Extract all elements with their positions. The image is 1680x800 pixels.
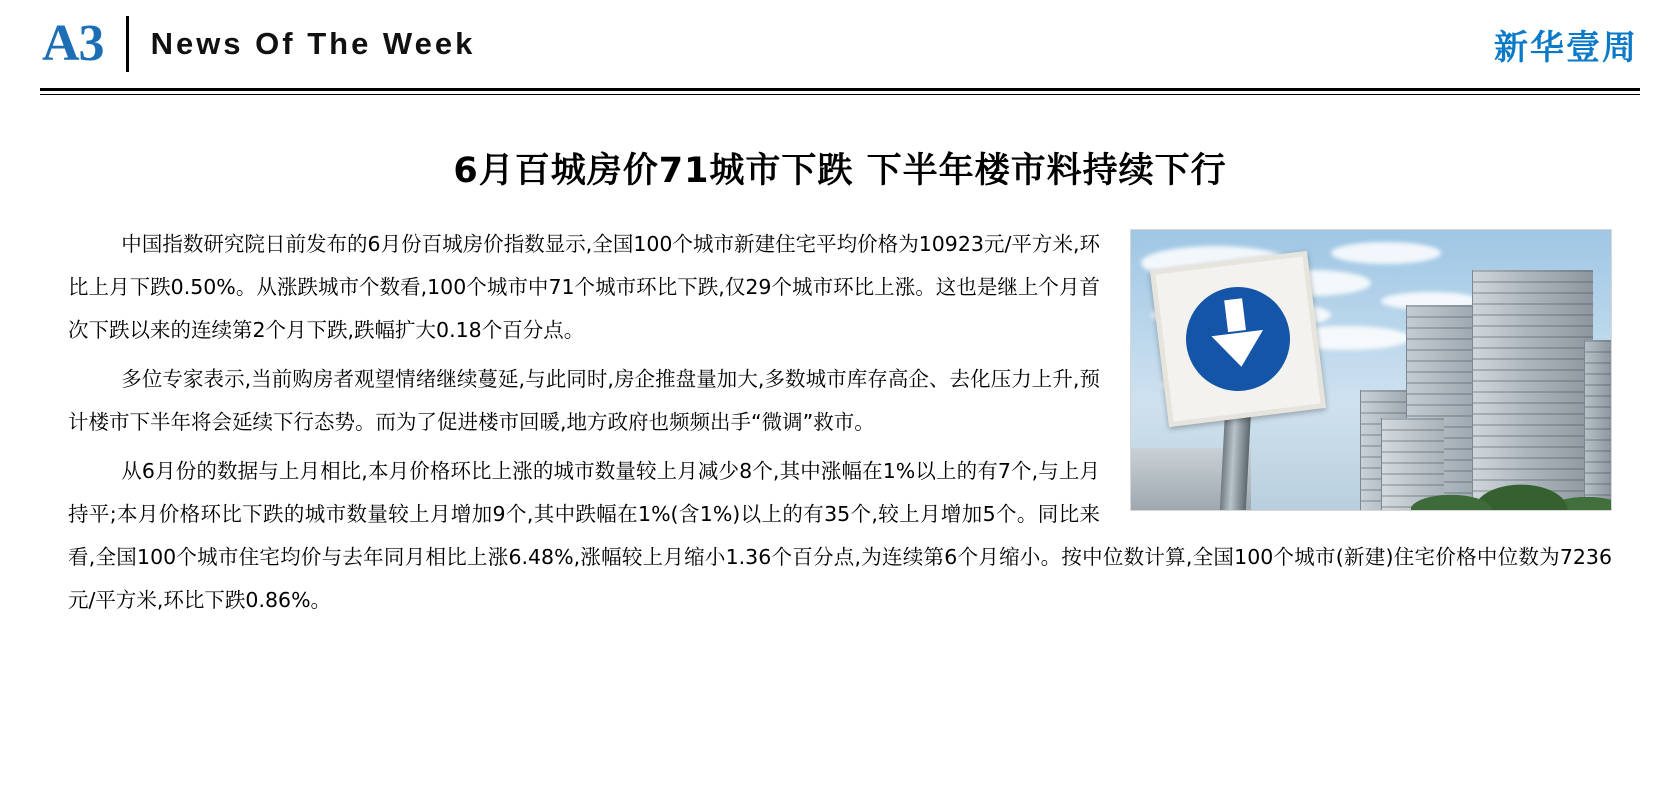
article-paragraph: 中国指数研究院日前发布的6月份百城房价指数显示,全国100个城市新建住宅平均价格为10923元/平方米,环比上月下跌0.50%。从涨跌城市个数看,100个城市中71个城市环比下跌,仅29个城市环比上涨。这也是继上个月首次下跌以来的连续第2个月下跌,跌幅扩大0.18个百分点。	[68, 232, 1100, 342]
article-paragraph: 多位专家表示,当前购房者观望情绪继续蔓延,与此同时,房企推盘量加大,多数城市库存高企、去化压力上升,预计楼市下半年将会延续下行态势。而为了促进楼市回暖,地方政府也频频出手“微调”救市。	[68, 367, 1100, 434]
sign-arrow-stem	[1224, 298, 1246, 332]
down-arrow-sign-icon	[1150, 251, 1326, 427]
article-paragraph: 从6月份的数据与上月相比,本月价格环比上涨的城市数量较上月减少8个,其中涨幅在1%以上的有7个,与上月持平;本月价格环比下跌的城市数量较上月增加9个,其中跌幅在1%(含1%)以上的有35个,较上月增加5个。同比来看,全国100个城市住宅均价与去年同月相比上涨6.48%,涨幅较上月缩小1.36个百分点,为连续第6个月缩小。按中位数计算,全国100个城市(新建)住宅价格中位数为7236元/平方米,环比下跌0.86%。	[68, 459, 1612, 612]
tree-line	[1411, 450, 1611, 510]
masthead-divider	[126, 16, 129, 72]
cloud-decoration	[1331, 242, 1441, 264]
publication-brand: 新华壹周	[1494, 27, 1638, 68]
section-title: News Of The Week	[150, 26, 476, 61]
sign-arrow-head	[1211, 330, 1267, 370]
page-number: A3	[42, 15, 104, 72]
article-photo	[1130, 229, 1612, 511]
masthead	[0, 0, 1680, 88]
article	[0, 95, 1680, 622]
article-headline: 6月百城房价71城市下跌 下半年楼市料持续下行	[453, 151, 1227, 191]
masthead-rule	[40, 88, 1640, 91]
